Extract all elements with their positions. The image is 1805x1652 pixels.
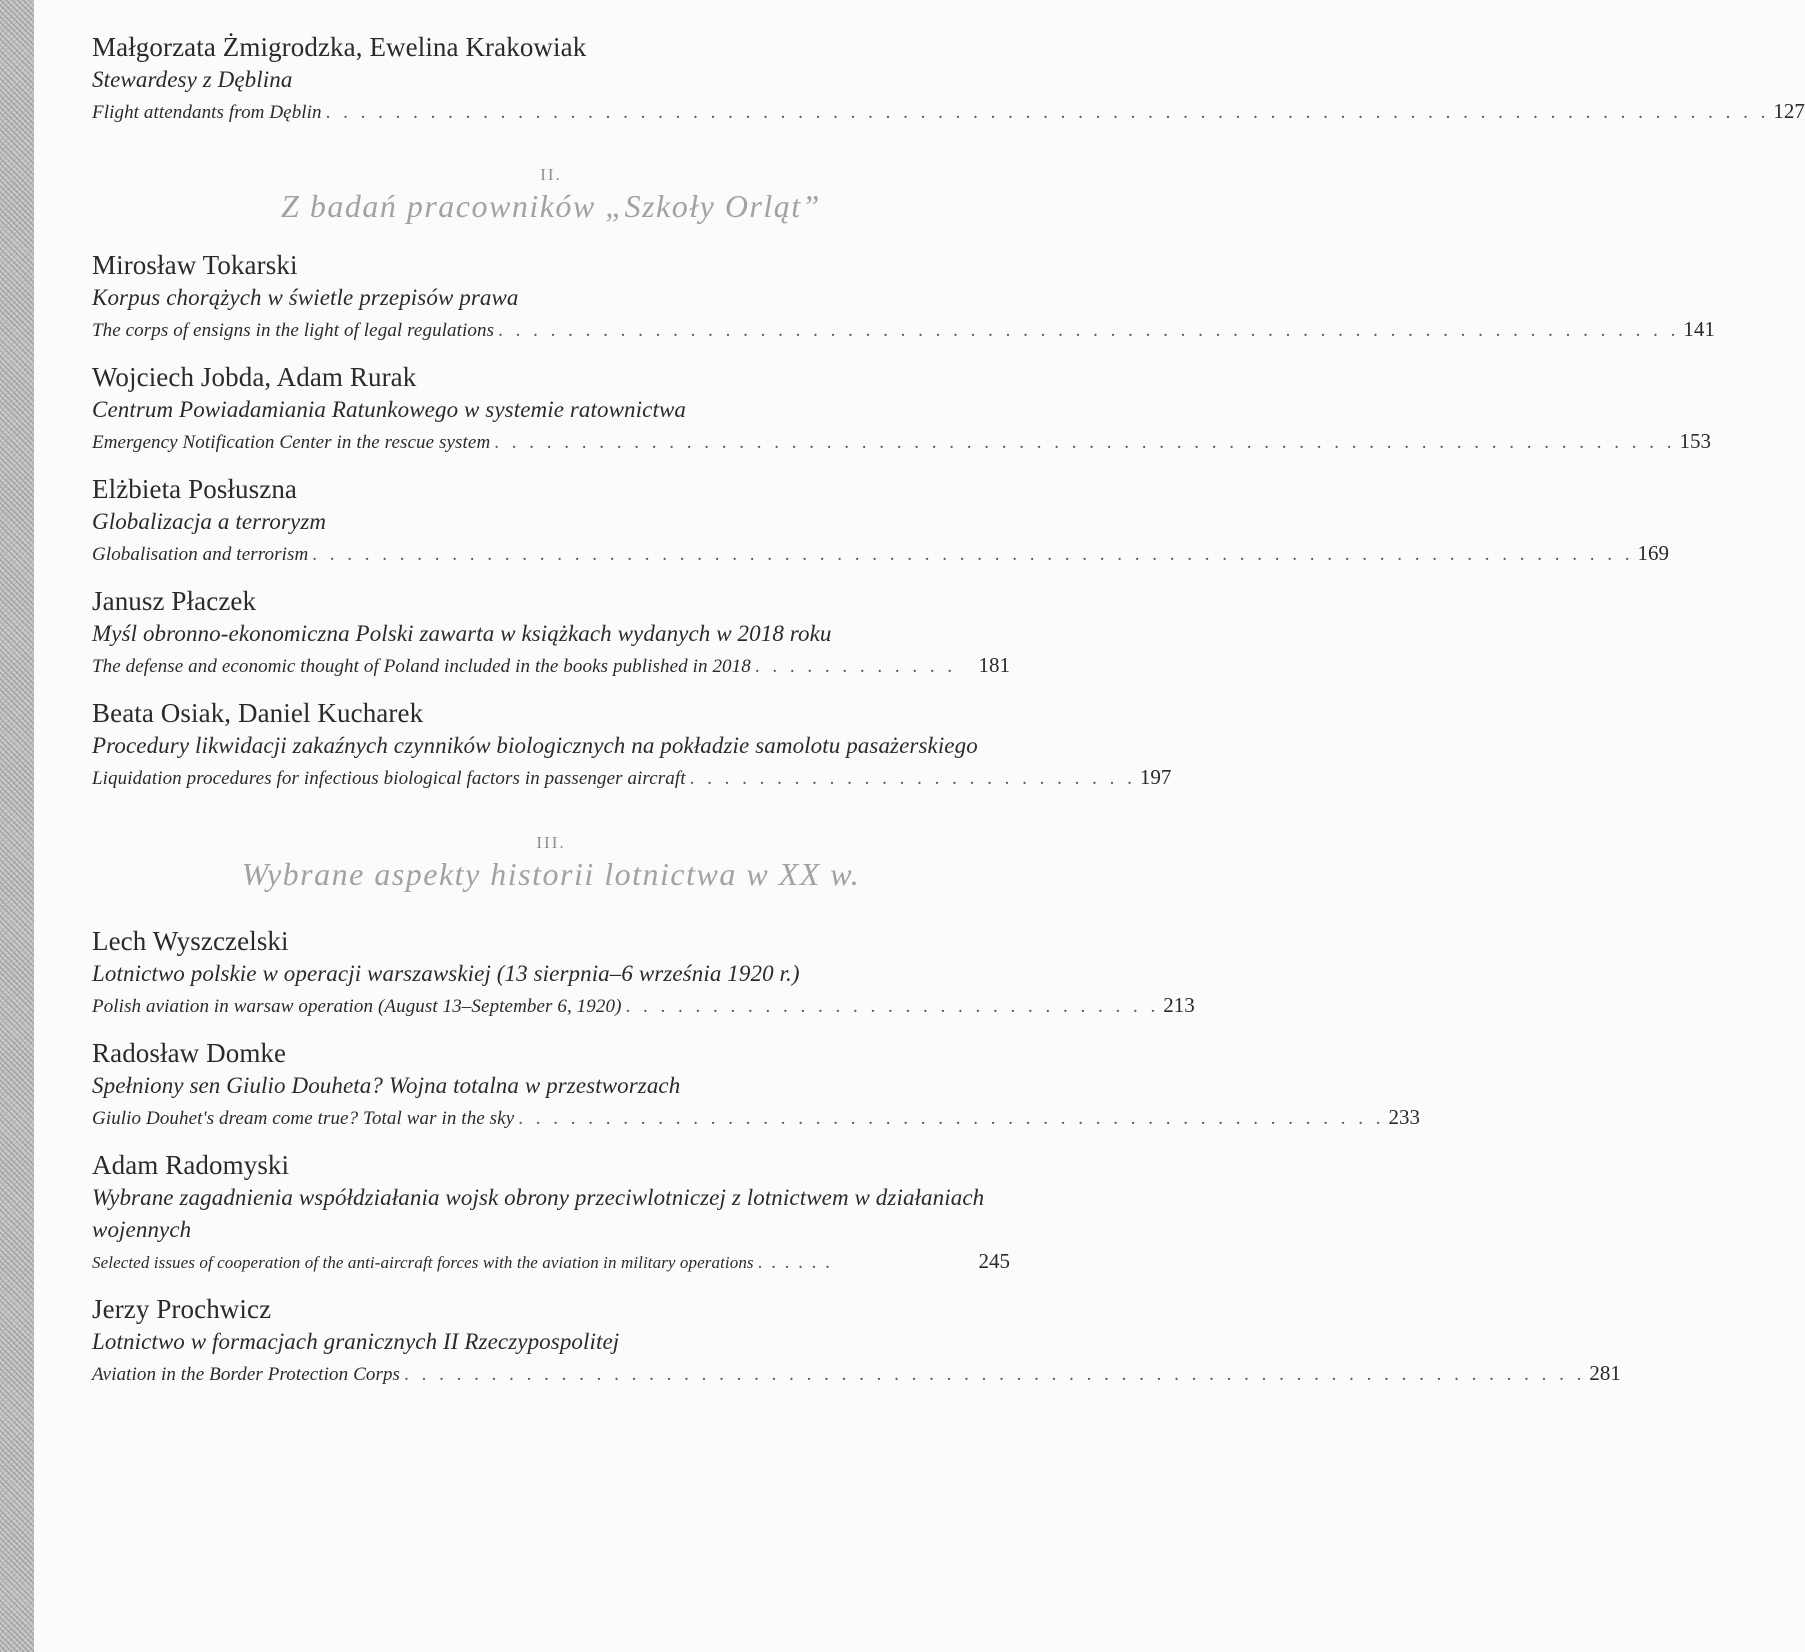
entry-title-english: Aviation in the Border Protection Corps bbox=[92, 1364, 401, 1385]
section-heading bbox=[92, 832, 1010, 894]
entry-title-line bbox=[92, 314, 1715, 344]
entry-title-polish: Korpus chorążych w świetle przepisów prawa bbox=[92, 285, 519, 310]
entry-title-line bbox=[92, 96, 1805, 126]
entry-page-number: 181 bbox=[978, 653, 1010, 677]
toc-entry bbox=[92, 1148, 1010, 1276]
entry-author: Beata Osiak, Daniel Kucharek bbox=[92, 698, 424, 728]
entry-title-line bbox=[92, 990, 1195, 1020]
entry-title-polish: Myśl obronno-ekonomiczna Polski zawarta w książkach wydanych w 2018 roku bbox=[92, 621, 832, 646]
toc-entry bbox=[92, 30, 1805, 126]
entry-title-english: Selected issues of cooperation of the anti-aircraft forces with the aviation in military operations bbox=[92, 1253, 754, 1272]
entry-title-english: Giulio Douhet's dream come true? Total war in the sky bbox=[92, 1108, 515, 1129]
entry-page-number: 233 bbox=[1388, 1105, 1420, 1129]
entry-title-polish: Stewardesy z Dęblina bbox=[92, 67, 293, 92]
dot-leader: . . . . . . . . . . . . . . . . . . . . . . . . . . . . . . . bbox=[625, 996, 1160, 1017]
section-title: Wybrane aspekty historii lotnictwa w XX w. bbox=[241, 856, 861, 892]
entry-title-english: Globalisation and terrorism bbox=[92, 544, 309, 565]
entry-title-polish: Spełniony sen Giulio Douheta? Wojna totalna w przestworzach bbox=[92, 1073, 681, 1098]
section-number: II. bbox=[540, 165, 562, 184]
dot-leader: . . . . . . . . . . . . . . . . . . . . . . . . . . . . . . . . . . . . . . . . . . . . . . . . . . . . . . . . . . . . . . . . . . . . bbox=[404, 1364, 1586, 1385]
toc-entry bbox=[92, 1036, 1420, 1132]
entry-title-line bbox=[92, 762, 1172, 792]
entry-page-number: 127 bbox=[1773, 99, 1805, 123]
entry-title-polish: Lotnictwo polskie w operacji warszawskiej (13 sierpnia–6 września 1920 r.) bbox=[92, 961, 800, 986]
entry-title-line bbox=[92, 538, 1670, 568]
entry-title-english: The corps of ensigns in the light of legal regulations bbox=[92, 320, 495, 341]
entry-page-number: 141 bbox=[1683, 317, 1715, 341]
section-title: Z badań pracowników „Szkoły Orląt” bbox=[281, 188, 821, 224]
section-heading bbox=[92, 164, 1010, 226]
entry-title-english: Flight attendants from Dęblin bbox=[92, 102, 322, 123]
entry-author: Elżbieta Posłuszna bbox=[92, 474, 297, 504]
entry-page-number: 245 bbox=[978, 1249, 1010, 1273]
dot-leader: . . . . . . . . . . . . . . . . . . . . . . . . . . . . . . . . . . . . . . . . . . . . . . . . . . . . . . . . . . . . . . . . . . . . . . . . . . . . . . . . . . . bbox=[325, 102, 1770, 123]
entry-title-polish: Globalizacja a terroryzm bbox=[92, 509, 327, 534]
toc-entry bbox=[92, 696, 1172, 792]
entry-author: Janusz Płaczek bbox=[92, 586, 257, 616]
entry-title-line bbox=[92, 1102, 1420, 1132]
entry-page-number: 197 bbox=[1139, 765, 1172, 789]
section-number: III. bbox=[536, 833, 566, 852]
dot-leader: . . . . . . . . . . . . . . . . . . . . . . . . . . bbox=[689, 768, 1136, 789]
toc-entry bbox=[92, 1292, 1621, 1388]
dot-leader: . . . . . . . . . . . . bbox=[754, 656, 957, 677]
entry-page-number: 169 bbox=[1637, 541, 1670, 565]
entry-page-number: 281 bbox=[1589, 1361, 1621, 1385]
entry-title-english: Polish aviation in warsaw operation (August 13–September 6, 1920) bbox=[92, 996, 622, 1017]
entry-page-number: 213 bbox=[1163, 993, 1195, 1017]
table-of-contents bbox=[92, 0, 1805, 1404]
toc-entry bbox=[92, 472, 1670, 568]
dot-leader: . . . . . . . . . . . . . . . . . . . . . . . . . . . . . . . . . . . . . . . . . . . . . . . . . . bbox=[518, 1108, 1385, 1129]
entry-author: Adam Radomyski bbox=[92, 1150, 290, 1180]
entry-title-polish: Wybrane zagadnienia współdziałania wojsk obrony przeciwlotniczej z lotnictwem w działaniach wojennych bbox=[92, 1185, 985, 1242]
entry-title-english: Liquidation procedures for infectious biological factors in passenger aircraft bbox=[92, 768, 686, 789]
entry-title-line bbox=[92, 650, 1010, 680]
dot-leader: . . . . . . bbox=[757, 1252, 832, 1273]
entry-title-english: Emergency Notification Center in the rescue system bbox=[92, 432, 491, 453]
dot-leader: . . . . . . . . . . . . . . . . . . . . . . . . . . . . . . . . . . . . . . . . . . . . . . . . . . . . . . . . . . . . . . . . . . . . bbox=[498, 320, 1680, 341]
dot-leader: . . . . . . . . . . . . . . . . . . . . . . . . . . . . . . . . . . . . . . . . . . . . . . . . . . . . . . . . . . . . . . . . . . . . bbox=[494, 432, 1676, 453]
book-binding-edge bbox=[0, 0, 34, 1652]
entry-title-polish: Lotnictwo w formacjach granicznych II Rzeczypospolitej bbox=[92, 1329, 620, 1354]
entry-title-polish: Procedury likwidacji zakaźnych czynników biologicznych na pokładzie samolotu pasażerskiego bbox=[92, 733, 978, 758]
entry-title-line bbox=[92, 1358, 1621, 1388]
toc-entry bbox=[92, 924, 1195, 1020]
entry-author: Małgorzata Żmigrodzka, Ewelina Krakowiak bbox=[92, 32, 587, 62]
toc-entry bbox=[92, 248, 1715, 344]
entry-title-english: The defense and economic thought of Poland included in the books published in 2018 bbox=[92, 656, 751, 677]
entry-author: Lech Wyszczelski bbox=[92, 926, 289, 956]
dot-leader: . . . . . . . . . . . . . . . . . . . . . . . . . . . . . . . . . . . . . . . . . . . . . . . . . . . . . . . . . . . . . . . . . . . . . . . . . . . . bbox=[312, 544, 1634, 565]
toc-entry bbox=[92, 584, 1010, 680]
entry-title-polish: Centrum Powiadamiania Ratunkowego w systemie ratownictwa bbox=[92, 397, 686, 422]
entry-author: Jerzy Prochwicz bbox=[92, 1294, 272, 1324]
toc-entry bbox=[92, 360, 1712, 456]
entry-author: Radosław Domke bbox=[92, 1038, 287, 1068]
entry-title-line bbox=[92, 1246, 1010, 1276]
entry-author: Wojciech Jobda, Adam Rurak bbox=[92, 362, 417, 392]
entry-title-line bbox=[92, 426, 1712, 456]
entry-page-number: 153 bbox=[1679, 429, 1712, 453]
entry-author: Mirosław Tokarski bbox=[92, 250, 298, 280]
